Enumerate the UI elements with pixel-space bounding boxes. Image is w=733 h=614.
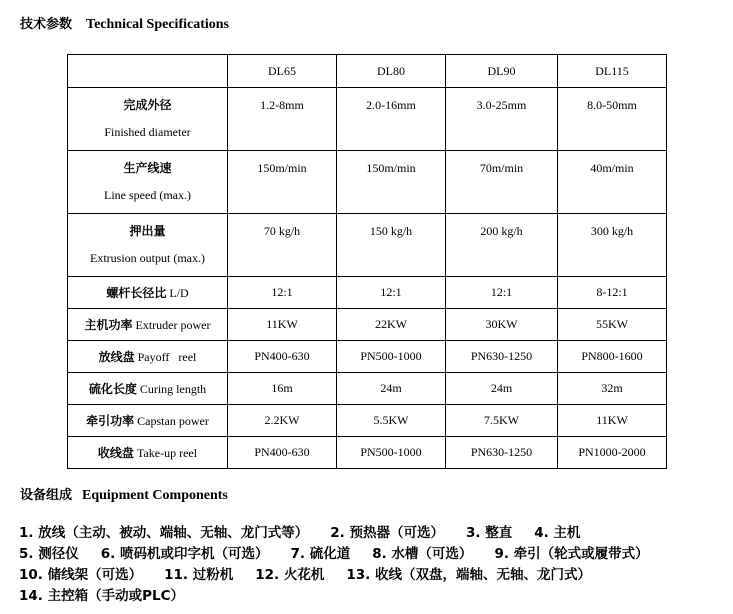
component-item: 12. 火花机	[255, 567, 325, 583]
value-cell	[228, 88, 337, 151]
component-item: 9. 牵引（轮式或履带式）	[494, 546, 649, 562]
param-cell	[68, 309, 228, 341]
equipment-heading-en: Equipment Components	[82, 488, 228, 503]
param-name-en: Payoff reel	[137, 350, 197, 364]
components-line	[19, 586, 671, 607]
value-cell: 8-12:1	[558, 277, 667, 309]
value-cell: 2.2KW	[228, 405, 337, 437]
value-cell: PN800-1600	[558, 341, 667, 373]
components-line	[19, 523, 671, 544]
component-item: 14. 主控箱（手动或PLC）	[19, 588, 185, 604]
value-cell: 11KW	[558, 405, 667, 437]
spec-table	[67, 54, 667, 469]
value-cell: PN1000-2000	[558, 437, 667, 469]
value-cell: PN630-1250	[446, 437, 558, 469]
param-name-zh: 牵引功率	[86, 414, 135, 428]
param-cell	[68, 277, 228, 309]
value-cell: 12:1	[337, 277, 446, 309]
value-cell: 7.5KW	[446, 405, 558, 437]
value-cell	[446, 151, 558, 214]
param-name-zh: 押出量	[129, 224, 166, 238]
value-cell	[558, 214, 667, 277]
component-item: 11. 过粉机	[164, 567, 234, 583]
model-header: DL80	[337, 55, 446, 88]
param-cell	[68, 405, 228, 437]
table-row	[68, 151, 667, 214]
value-cell: 30KW	[446, 309, 558, 341]
value-cell: 24m	[446, 373, 558, 405]
param-cell	[68, 151, 228, 214]
value-cell	[446, 214, 558, 277]
value-text: 70 kg/h	[263, 224, 301, 238]
model-header: DL90	[446, 55, 558, 88]
param-name-en: Take-up reel	[136, 446, 198, 460]
param-name-zh: 主机功率	[84, 318, 133, 332]
value-text: 70m/min	[479, 161, 524, 175]
value-cell: 22KW	[337, 309, 446, 341]
value-cell: PN400-630	[228, 437, 337, 469]
value-cell: 32m	[558, 373, 667, 405]
table-row	[68, 214, 667, 277]
param-name-en: Capstan power	[137, 414, 209, 428]
param-name-en: Line speed (max.)	[104, 188, 191, 202]
param-name-en: L/D	[169, 286, 189, 300]
param-name-zh: 螺杆长径比	[106, 286, 167, 300]
value-text: 150m/min	[257, 161, 307, 175]
param-cell	[68, 437, 228, 469]
value-text: 150m/min	[366, 161, 416, 175]
components-line	[19, 565, 671, 586]
spec-heading	[20, 13, 229, 33]
value-cell: PN630-1250	[446, 341, 558, 373]
value-text: 3.0-25mm	[476, 98, 527, 112]
table-row	[68, 373, 667, 405]
table-row	[68, 309, 667, 341]
value-cell: PN500-1000	[337, 341, 446, 373]
value-cell: 55KW	[558, 309, 667, 341]
value-cell	[337, 214, 446, 277]
value-cell	[228, 214, 337, 277]
component-item: 8. 水槽（可选）	[372, 546, 473, 562]
model-header: DL115	[558, 55, 667, 88]
value-cell: 24m	[337, 373, 446, 405]
param-cell	[68, 373, 228, 405]
component-item: 1. 放线（主动、被动、端轴、无轴、龙门式等）	[19, 525, 309, 541]
spec-heading-zh: 技术参数	[20, 17, 73, 32]
param-cell	[68, 88, 228, 151]
table-row	[68, 277, 667, 309]
value-cell	[558, 88, 667, 151]
value-cell: 12:1	[228, 277, 337, 309]
table-row	[68, 405, 667, 437]
param-name-zh: 生产线速	[123, 161, 172, 175]
equipment-heading-zh: 设备组成	[20, 488, 73, 503]
component-item: 6. 喷码机或印字机（可选）	[100, 546, 269, 562]
value-text: 8.0-50mm	[587, 98, 637, 112]
param-name-en: Extruder power	[135, 318, 211, 332]
component-item: 13. 收线（双盘，端轴、无轴、龙门式）	[346, 567, 591, 583]
value-cell	[228, 151, 337, 214]
param-name-en: Extrusion output (max.)	[90, 251, 205, 265]
param-name-zh: 完成外径	[123, 98, 172, 112]
value-text: 40m/min	[590, 161, 634, 175]
model-header: DL65	[228, 55, 337, 88]
value-cell	[446, 88, 558, 151]
param-name-zh: 硫化长度	[88, 382, 137, 396]
value-cell: 16m	[228, 373, 337, 405]
value-text: 1.2-8mm	[260, 98, 304, 112]
table-row	[68, 341, 667, 373]
table-header-row	[68, 55, 667, 88]
components-list	[19, 523, 671, 607]
param-name-zh: 收线盘	[97, 446, 134, 460]
value-cell	[337, 151, 446, 214]
value-cell: 12:1	[446, 277, 558, 309]
value-cell: 11KW	[228, 309, 337, 341]
component-item: 3. 整直	[465, 525, 513, 541]
param-name-en: Curing length	[139, 382, 207, 396]
equipment-heading	[20, 484, 228, 504]
spec-heading-en: Technical Specifications	[86, 17, 230, 32]
value-cell: PN400-630	[228, 341, 337, 373]
param-name-zh: 放线盘	[98, 350, 135, 364]
value-text: 150 kg/h	[369, 224, 413, 238]
value-text: 300 kg/h	[590, 224, 634, 238]
value-text: 200 kg/h	[480, 224, 523, 238]
table-row	[68, 88, 667, 151]
param-cell	[68, 341, 228, 373]
value-cell: PN500-1000	[337, 437, 446, 469]
component-item: 4. 主机	[534, 525, 581, 541]
param-name-en: Finished diameter	[104, 125, 191, 139]
table-row	[68, 437, 667, 469]
component-item: 2. 预热器（可选）	[330, 525, 444, 541]
component-item: 7. 硫化道	[290, 546, 351, 562]
component-item: 10. 储线架（可选）	[19, 567, 143, 583]
param-cell	[68, 214, 228, 277]
value-cell	[558, 151, 667, 214]
value-text: 2.0-16mm	[366, 98, 416, 112]
value-cell	[337, 88, 446, 151]
component-item: 5. 测径仪	[19, 546, 79, 562]
header-blank-cell	[68, 55, 228, 88]
value-cell: 5.5KW	[337, 405, 446, 437]
components-line	[19, 544, 671, 565]
